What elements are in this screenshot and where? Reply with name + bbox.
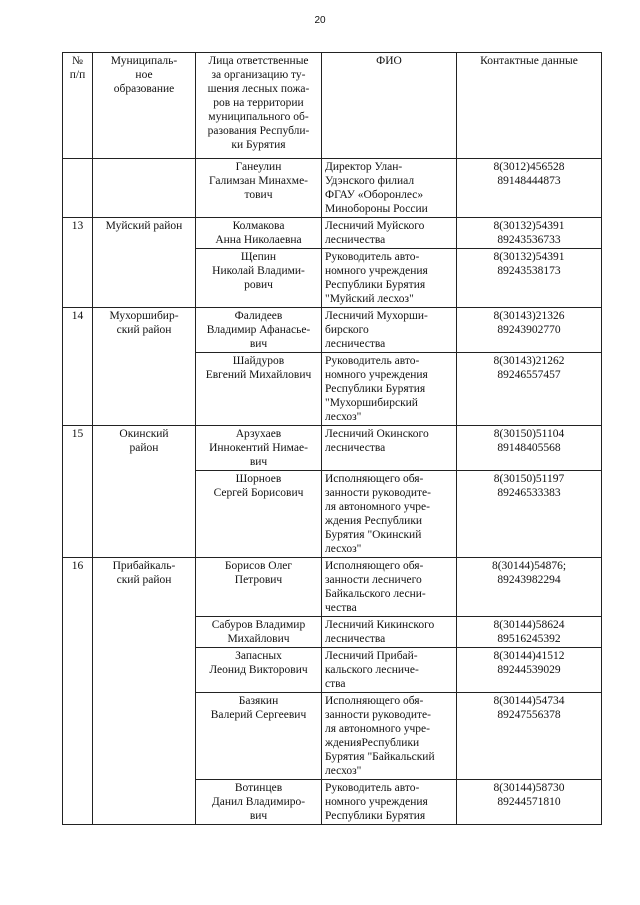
header-contacts: Контактные данные	[457, 53, 602, 159]
responsible-persons-table	[62, 52, 602, 825]
municipality-cell: Мухоршибир- ский район	[93, 308, 196, 426]
contacts-cell: 8(30143)21262 89246557457	[457, 353, 602, 426]
position-cell: Лесничий Мухорши- бирского лесничества	[322, 308, 457, 353]
table-row	[63, 159, 602, 218]
person-name-cell: Шайдуров Евгений Михайлович	[196, 353, 322, 426]
contacts-cell: 8(3012)456528 89148444873	[457, 159, 602, 218]
contacts-cell: 8(30132)54391 89243536733	[457, 218, 602, 249]
table-row	[63, 426, 602, 471]
position-cell: Лесничий Прибай- кальского лесниче- ства	[322, 648, 457, 693]
person-name-cell: Колмакова Анна Николаевна	[196, 218, 322, 249]
row-number: 14	[63, 308, 93, 426]
person-name-cell: Базякин Валерий Сергеевич	[196, 693, 322, 780]
table-body	[63, 159, 602, 825]
person-name-cell: Запасных Леонид Викторович	[196, 648, 322, 693]
contacts-cell: 8(30144)41512 89244539029	[457, 648, 602, 693]
person-name-cell: Сабуров Владимир Михайлович	[196, 617, 322, 648]
contacts-cell: 8(30144)58624 89516245392	[457, 617, 602, 648]
row-number: 16	[63, 558, 93, 825]
header-responsible: Лица ответственные за организацию ту- шения лесных пожа- ров на территории муниципального об- разования Республи- ки Бурятия	[196, 53, 322, 159]
page-number: 20	[314, 15, 326, 26]
contacts-cell: 8(30143)21326 89243902770	[457, 308, 602, 353]
municipality-cell	[93, 159, 196, 218]
position-cell: Директор Улан- Удэнского филиал ФГАУ «Оборонлес» Минобороны России	[322, 159, 457, 218]
contacts-cell: 8(30150)51104 89148405568	[457, 426, 602, 471]
contacts-cell: 8(30150)51197 89246533383	[457, 471, 602, 558]
person-name-cell: Вотинцев Данил Владимиро- вич	[196, 780, 322, 825]
position-cell: Лесничий Окинского лесничества	[322, 426, 457, 471]
row-number: 13	[63, 218, 93, 308]
position-cell: Лесничий Муйского лесничества	[322, 218, 457, 249]
person-name-cell: Фалидеев Владимир Афанасье- вич	[196, 308, 322, 353]
position-cell: Руководитель авто- номного учреждения Республики Бурятия "Муйский лесхоз"	[322, 249, 457, 308]
row-number: 15	[63, 426, 93, 558]
position-cell: Руководитель авто- номного учреждения Республики Бурятия "Мухоршибирский лесхоз"	[322, 353, 457, 426]
table-row	[63, 308, 602, 353]
header-fio: ФИО	[322, 53, 457, 159]
position-cell: Исполняющего обя- занности руководите- ля автономного учре- ждения Республики Бурятия "Окинский лесхоз"	[322, 471, 457, 558]
municipality-cell: Муйский район	[93, 218, 196, 308]
table-header-row	[63, 53, 602, 159]
municipality-cell: Прибайкаль- ский район	[93, 558, 196, 825]
contacts-cell: 8(30132)54391 89243538173	[457, 249, 602, 308]
contacts-cell: 8(30144)54876; 89243982294	[457, 558, 602, 617]
person-name-cell: Борисов Олег Петрович	[196, 558, 322, 617]
person-name-cell: Ганеулин Галимзан Минахме- тович	[196, 159, 322, 218]
position-cell: Лесничий Кикинского лесничества	[322, 617, 457, 648]
row-number	[63, 159, 93, 218]
municipality-cell: Окинский район	[93, 426, 196, 558]
header-municipality: Муниципаль- ное образование	[93, 53, 196, 159]
table-row	[63, 558, 602, 617]
table-row	[63, 218, 602, 249]
contacts-cell: 8(30144)58730 89244571810	[457, 780, 602, 825]
contacts-cell: 8(30144)54734 89247556378	[457, 693, 602, 780]
person-name-cell: Арзухаев Иннокентий Нимае- вич	[196, 426, 322, 471]
header-num: № п/п	[63, 53, 93, 159]
person-name-cell: Щепин Николай Владими- рович	[196, 249, 322, 308]
person-name-cell: Шорноев Сергей Борисович	[196, 471, 322, 558]
position-cell: Исполняющего обя- занности руководите- ля автономного учре- жденияРеспублики Бурятия "Байкальский лесхоз"	[322, 693, 457, 780]
position-cell: Руководитель авто- номного учреждения Республики Бурятия	[322, 780, 457, 825]
position-cell: Исполняющего обя- занности лесничего Байкальского лесни- чества	[322, 558, 457, 617]
